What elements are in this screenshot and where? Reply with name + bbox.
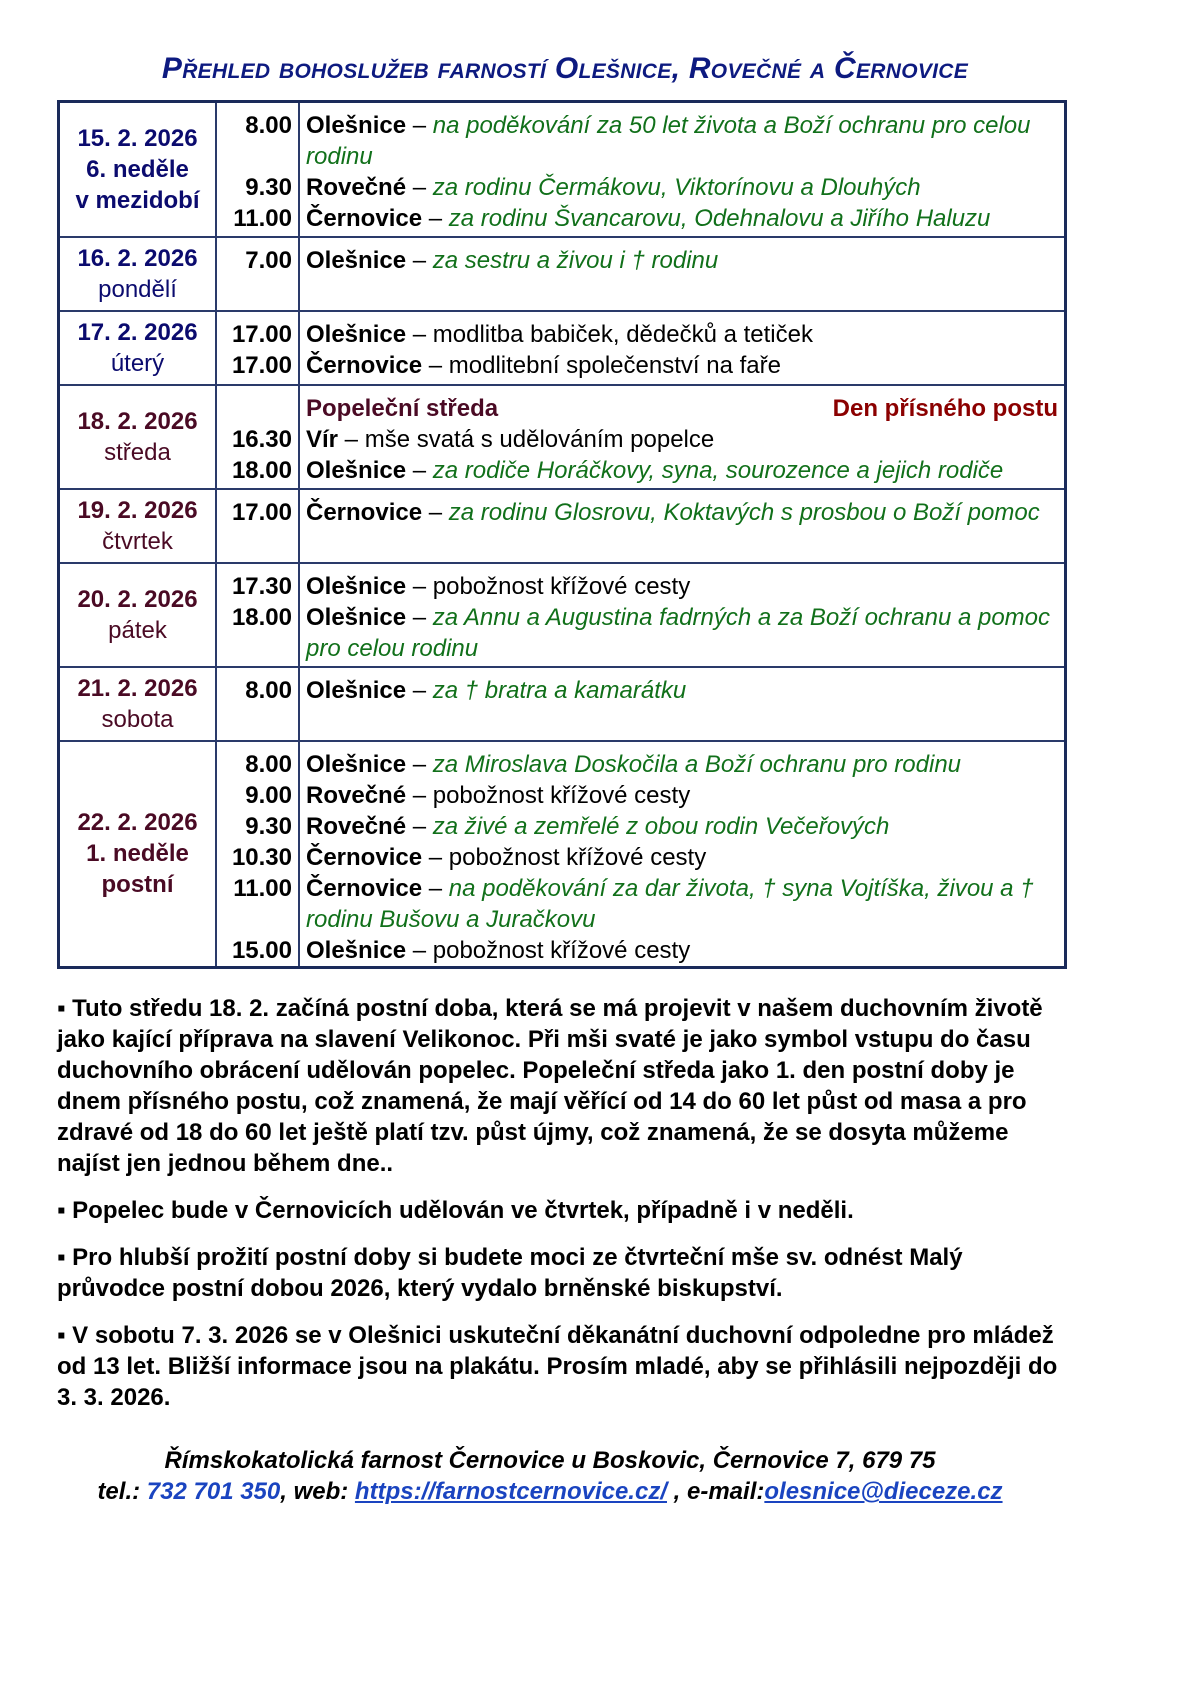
schedule-table <box>57 100 1067 969</box>
service-entry <box>306 873 1058 935</box>
intentions-cell <box>299 237 1066 311</box>
footer <box>0 1445 1100 1507</box>
email-label: , e-mail: <box>667 1478 765 1505</box>
service-entry <box>306 602 1058 664</box>
mass-time: 17.00 <box>231 320 292 348</box>
separator: – <box>406 750 433 778</box>
place-name: Černovice <box>306 205 423 232</box>
phone-number[interactable]: 732 701 350 <box>146 1478 281 1505</box>
date: 16. 2. 2026 <box>77 244 198 272</box>
mass-time: 11.00 <box>233 205 292 232</box>
service-entry <box>306 780 1058 811</box>
place-name: Olešnice <box>306 936 407 964</box>
place-name: Olešnice <box>306 320 407 348</box>
separator: – <box>406 174 433 201</box>
times-cell <box>216 102 299 237</box>
liturgical-day: úterý <box>110 349 165 377</box>
separator: – <box>422 205 449 232</box>
mass-time: 16.30 <box>231 425 292 453</box>
schedule-row <box>59 563 1066 667</box>
intentions-cell <box>299 489 1066 563</box>
mass-time <box>217 141 292 172</box>
place-name: Černovice <box>306 351 423 379</box>
schedule-row <box>59 102 1066 237</box>
mass-time: 8.00 <box>245 112 292 139</box>
liturgical-day: sobota <box>101 705 174 733</box>
mass-intention: za rodiče Horáčkovy, syna, sourozence a jejich rodiče <box>432 456 1004 484</box>
mass-intention: za živé a zemřelé z obou rodin Večeřových <box>432 812 890 840</box>
service-entry <box>306 319 1058 350</box>
mass-time: 9.00 <box>245 781 292 809</box>
mass-time: 7.00 <box>245 246 292 274</box>
place-name: Černovice <box>306 843 423 871</box>
mass-intention: na poděkování za 50 let života a Boží ochranu pro celou rodinu <box>306 112 1031 170</box>
liturgical-day: postní <box>101 871 174 899</box>
times-cell <box>216 667 299 741</box>
intentions-cell <box>299 667 1066 741</box>
date: 17. 2. 2026 <box>77 318 198 346</box>
schedule-row <box>59 385 1066 489</box>
mass-intention: na poděkování za dar života, † syna Vojtíška, živou a † rodinu Bušovu a Juračkovu <box>306 874 1034 933</box>
separator: – <box>406 781 433 809</box>
place-name: Olešnice <box>306 246 407 274</box>
service-description: modlitba babiček, dědečků a tetiček <box>432 320 813 348</box>
mass-intention: za rodinu Glosrovu, Koktavých s prosbou o Boží pomoc <box>448 498 1040 526</box>
separator: – <box>406 112 433 139</box>
separator: – <box>422 874 449 902</box>
separator: – <box>422 843 449 871</box>
schedule-row <box>59 489 1066 563</box>
service-entry <box>306 455 1058 486</box>
mass-intention: za † bratra a kamarátku <box>432 676 687 704</box>
place-name: Olešnice <box>306 112 407 139</box>
mass-time: 17.00 <box>231 498 292 526</box>
place-name: Olešnice <box>306 456 407 484</box>
separator: – <box>406 572 433 600</box>
service-description: pobožnost křížové cesty <box>432 781 691 809</box>
liturgical-day: čtvrtek <box>102 527 173 555</box>
mass-intention: za rodinu Švancarovu, Odehnalovu a Jiřího Haluzu <box>448 205 991 232</box>
liturgical-day: 1. neděle <box>86 840 189 868</box>
date-cell <box>59 489 217 563</box>
mass-intention: za Annu a Augustina fadrných a za Boží ochranu a pomoc pro celou rodinu <box>306 603 1051 662</box>
mass-time <box>217 393 292 424</box>
date: 18. 2. 2026 <box>77 407 198 435</box>
separator: – <box>406 320 433 348</box>
separator: – <box>406 246 433 274</box>
liturgical-day: v mezidobí <box>75 186 200 214</box>
service-entry <box>306 935 1058 966</box>
service-description: pobožnost křížové cesty <box>432 936 691 964</box>
service-entry <box>306 497 1058 528</box>
separator: – <box>406 812 433 840</box>
times-cell <box>216 311 299 385</box>
mass-intention: za Miroslava Doskočila a Boží ochranu pro rodinu <box>432 750 962 778</box>
note-youth-afternoon: ▪ V sobotu 7. 3. 2026 se v Olešnici uskuteční děkanátní duchovní odpoledne pro mládež od 13 let. Bližší informace jsou na plakátu. Prosím mladé, aby se přihlásili nejpozději do 3. 3. 2026. <box>57 1322 1058 1411</box>
service-entry <box>306 203 1058 234</box>
service-entry <box>306 245 1058 276</box>
mass-time: 17.30 <box>231 572 292 600</box>
place-name: Olešnice <box>306 676 407 704</box>
times-cell <box>216 741 299 968</box>
intentions-cell <box>299 311 1066 385</box>
date-cell <box>59 563 217 667</box>
separator: – <box>422 351 449 379</box>
service-entry <box>306 350 1058 381</box>
liturgical-day: 6. neděle <box>86 155 189 183</box>
web-label: , web: <box>280 1478 355 1505</box>
place-name: Rovečné <box>306 812 407 840</box>
mass-time: 15.00 <box>231 936 292 964</box>
date: 21. 2. 2026 <box>77 674 198 702</box>
mass-time: 9.30 <box>245 174 292 201</box>
contact-line <box>0 1476 1100 1507</box>
mass-time: 17.00 <box>231 351 292 379</box>
date: 20. 2. 2026 <box>77 585 198 613</box>
day-header <box>306 393 1058 424</box>
date-cell <box>59 102 217 237</box>
separator: – <box>406 676 433 704</box>
fast-day-label: Den přísného postu <box>832 394 1058 422</box>
separator: – <box>338 425 365 453</box>
note-ashes-cernovice: ▪ Popelec bude v Černovicích udělován ve čtvrtek, případně i v neděli. <box>57 1197 854 1224</box>
intentions-cell <box>299 385 1066 489</box>
place-name: Rovečné <box>306 174 407 201</box>
page-title: Přehled bohoslužeb farností Olešnice, Rovečné a Černovice <box>161 52 969 85</box>
date-cell <box>59 385 217 489</box>
service-description: mše svatá s udělováním popelce <box>364 425 715 453</box>
service-entry <box>306 842 1058 873</box>
place-name: Vír <box>306 425 339 453</box>
date-cell <box>59 311 217 385</box>
separator: – <box>406 456 433 484</box>
liturgical-day: středa <box>104 438 171 466</box>
date-cell <box>59 237 217 311</box>
note-lent-start: ▪ Tuto středu 18. 2. začíná postní doba, která se má projevit v našem duchovním životě jako kající příprava na slavení Velikonoc. Při mši svaté je jako symbol vstupu do času duchovního obrácení udělován popelec. Popeleční středa jako 1. den postní doby je dnem přísného postu, což znamená, že mají věřící od 14 do 60 let půst od masa a pro zdravé od 18 do 60 let ještě platí tzv. půst újmy, což znamená, že se dosyta můžeme najíst jen jednou během dne.. <box>57 995 1043 1177</box>
schedule-row <box>59 667 1066 741</box>
intentions-cell <box>299 563 1066 667</box>
schedule-row <box>59 311 1066 385</box>
date-cell <box>59 667 217 741</box>
mass-time: 10.30 <box>231 843 292 871</box>
note-lent-guide: ▪ Pro hlubší prožití postní doby si budete moci ze čtvrteční mše sv. odnést Malý průvodce postní dobou 2026, který vydalo brněnské biskupství. <box>57 1244 963 1302</box>
mass-time <box>217 904 292 935</box>
intentions-cell <box>299 102 1066 237</box>
mass-time: 9.30 <box>245 812 292 840</box>
service-entry <box>306 424 1058 455</box>
times-cell <box>216 489 299 563</box>
place-name: Olešnice <box>306 603 407 631</box>
mass-time: 11.00 <box>233 874 292 902</box>
place-name: Černovice <box>306 498 423 526</box>
service-entry <box>306 172 1058 203</box>
times-cell <box>216 385 299 489</box>
liturgical-day: pátek <box>108 616 167 644</box>
service-entry <box>306 675 1058 706</box>
intentions-cell <box>299 741 1066 968</box>
separator: – <box>406 603 433 631</box>
mass-time: 8.00 <box>245 750 292 778</box>
place-name: Olešnice <box>306 750 407 778</box>
date: 19. 2. 2026 <box>77 496 198 524</box>
parish-address: Římskokatolická farnost Černovice u Boskovic, Černovice 7, 679 75 <box>164 1447 936 1474</box>
mass-time: 8.00 <box>245 676 292 704</box>
schedule-row <box>59 741 1066 968</box>
separator: – <box>406 936 433 964</box>
separator: – <box>422 498 449 526</box>
service-description: modlitební společenství na faře <box>448 351 781 379</box>
announcements <box>57 993 1069 1429</box>
service-description: pobožnost křížové cesty <box>448 843 707 871</box>
place-name: Olešnice <box>306 572 407 600</box>
service-entry <box>306 811 1058 842</box>
service-entry <box>306 110 1058 172</box>
date: 22. 2. 2026 <box>77 809 198 837</box>
mass-intention: za sestru a živou i † rodinu <box>432 246 719 274</box>
date-cell <box>59 741 217 968</box>
mass-intention: za rodinu Čermákovu, Viktorínovu a Dlouhých <box>432 174 921 201</box>
times-cell <box>216 237 299 311</box>
liturgical-day: pondělí <box>98 275 177 303</box>
website-link[interactable]: https://farnostcernovice.cz/ <box>354 1478 667 1505</box>
service-entry <box>306 749 1058 780</box>
times-cell <box>216 563 299 667</box>
feast-name: Popeleční středa <box>306 394 499 422</box>
service-entry <box>306 571 1058 602</box>
schedule-row <box>59 237 1066 311</box>
email-link[interactable]: olesnice@dieceze.cz <box>764 1478 1003 1505</box>
tel-label: tel.: <box>97 1478 147 1505</box>
mass-time: 18.00 <box>231 603 292 631</box>
mass-time: 18.00 <box>231 456 292 484</box>
service-description: pobožnost křížové cesty <box>432 572 691 600</box>
date: 15. 2. 2026 <box>77 124 198 152</box>
place-name: Černovice <box>306 874 423 902</box>
place-name: Rovečné <box>306 781 407 809</box>
